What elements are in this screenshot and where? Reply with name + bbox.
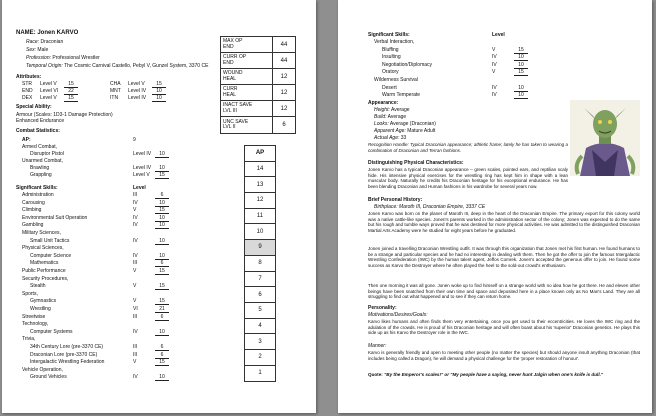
stat-label-line: UNC SAVE bbox=[223, 118, 249, 125]
skill-value: 10 bbox=[155, 329, 169, 336]
ap-track-cell: 5 bbox=[245, 303, 275, 319]
skill-value: 10 bbox=[155, 222, 169, 229]
skill-value: 10 bbox=[155, 151, 169, 158]
motivations-label: Motivations/Desires/Goals: bbox=[368, 312, 428, 318]
attribute-level: Level V bbox=[40, 81, 57, 87]
skill-name: Carousing bbox=[22, 199, 45, 206]
bio-label: Profession: bbox=[26, 55, 52, 61]
skill-value: 6 bbox=[155, 352, 169, 359]
skill-name: Wilderness Survival bbox=[374, 77, 418, 83]
attribute-name: MNT bbox=[110, 88, 121, 94]
skill-value: 15 bbox=[155, 283, 169, 290]
stat-row bbox=[221, 37, 295, 53]
combat-heading: Combat Statistics: bbox=[16, 128, 60, 134]
stat-row bbox=[221, 53, 295, 69]
skill-name: Grappling bbox=[30, 172, 52, 178]
ap-track-cell: 4 bbox=[245, 319, 275, 335]
stat-value: 12 bbox=[280, 105, 288, 112]
stat-label-line: LVL II bbox=[223, 124, 236, 130]
skill-name: Military Sciences, bbox=[22, 230, 61, 236]
stat-label-line: MAX OP bbox=[223, 38, 243, 44]
appearance-key: Apparent Age: bbox=[374, 128, 406, 134]
skill-value: 10 bbox=[155, 200, 169, 207]
stat-value: 44 bbox=[280, 57, 288, 64]
attribute-name: CHA bbox=[110, 81, 121, 87]
stat-label-line: WOUND bbox=[223, 70, 243, 76]
skill-level: V bbox=[492, 69, 496, 76]
recognition-handle: Recognition Handle: Typical Draconian appearance; athletic frame; lately he has taken to wearing a combination of Draconian and Terran fashions. bbox=[368, 142, 568, 153]
skill-name: Vehicle Operation, bbox=[22, 366, 63, 373]
appearance-heading: Appearance: bbox=[368, 100, 399, 106]
skill-value: 10 bbox=[155, 165, 169, 172]
stat-row bbox=[221, 101, 295, 117]
ap-track-cell: 14 bbox=[245, 162, 275, 178]
right-page bbox=[338, 0, 652, 413]
attribute-name: END bbox=[22, 88, 33, 94]
bio-label: Race: bbox=[26, 39, 40, 45]
skill-name: Unarmed Combat, bbox=[22, 158, 63, 164]
skill-name: Mathematics bbox=[30, 260, 59, 267]
attribute-level: Level IV bbox=[128, 88, 147, 94]
draconian-portrait-icon bbox=[570, 100, 640, 176]
stat-label-line: HEAL bbox=[223, 75, 237, 82]
skill-name: Warm Temperate bbox=[382, 92, 421, 99]
skill-name: Draconian Lore (pre-3370 CE) bbox=[30, 351, 98, 358]
bio-label: Temporal Origin: bbox=[26, 63, 63, 69]
ap-label: AP: bbox=[22, 137, 31, 143]
stat-label-line: INACT SAVE bbox=[223, 102, 253, 108]
skill-value: 10 bbox=[514, 85, 528, 92]
skill-level: VI bbox=[133, 306, 138, 312]
stat-value: 12 bbox=[280, 89, 288, 96]
stat-label-line: END bbox=[223, 59, 234, 66]
ap-value: 9 bbox=[133, 137, 136, 143]
skill-level: Level IV bbox=[133, 151, 152, 157]
skill-name: Disruptor Pistol bbox=[30, 151, 64, 157]
skill-level: Level V bbox=[133, 172, 150, 178]
stat-row bbox=[221, 69, 295, 85]
birthplace: Birthplace: Maroth III, Draconian Empire, 3337 CE bbox=[374, 204, 486, 210]
appearance-key: Build: bbox=[374, 114, 387, 120]
appearance-key: Actual Age: bbox=[374, 135, 400, 141]
history-heading: Brief Personal History: bbox=[368, 197, 423, 203]
attribute-value: 22 bbox=[64, 88, 78, 95]
skill-name: Physical Sciences, bbox=[22, 245, 64, 252]
ap-track-cell: 9 bbox=[245, 240, 275, 256]
skill-value: 10 bbox=[155, 253, 169, 260]
skill-name: Streetwise bbox=[22, 313, 46, 320]
skill-value: 10 bbox=[155, 215, 169, 222]
skill-value: 10 bbox=[514, 62, 528, 69]
skill-level: V bbox=[133, 298, 137, 305]
stat-box bbox=[220, 36, 296, 134]
stat-label-line: HEAL bbox=[223, 91, 237, 98]
attribute-value: 15 bbox=[152, 81, 166, 88]
skill-name: Environmental Suit Operation bbox=[22, 214, 88, 221]
skill-value: 21 bbox=[155, 306, 169, 313]
skill-level: IV bbox=[133, 374, 138, 381]
history-paragraph: Then one morning it was all gone. Jonen woke up to find himself on a strange world with no idea how he got there. He and eleven other beings have been snatched from their own time and space and deposited here in a place known only as No Man's Land. They are all struggling to find out what happened and to see if they can return home. bbox=[368, 283, 640, 300]
stat-label bbox=[221, 85, 273, 100]
skill-value: 15 bbox=[155, 172, 169, 179]
bio-line bbox=[26, 55, 100, 61]
skill-name: Trivia, bbox=[22, 336, 36, 343]
appearance-line bbox=[374, 107, 410, 113]
bio-line bbox=[26, 39, 63, 45]
skills-heading: Significant Skills: bbox=[368, 32, 410, 38]
ap-track-header: AP bbox=[245, 146, 275, 162]
skill-level: III bbox=[133, 192, 138, 198]
skill-name: Computer Science bbox=[30, 252, 72, 259]
skill-value: 15 bbox=[155, 359, 169, 366]
level-header: Level bbox=[133, 185, 146, 191]
ap-track-cell: 12 bbox=[245, 193, 275, 209]
skill-level: V bbox=[133, 359, 137, 366]
skill-value: 15 bbox=[155, 268, 169, 275]
stat-label-line: LVL III bbox=[223, 107, 237, 114]
bio-label: Sex: bbox=[26, 47, 37, 53]
skill-name: Wrestling bbox=[30, 306, 51, 312]
skill-value: 15 bbox=[514, 47, 528, 54]
ap-track-cell: 11 bbox=[245, 209, 275, 225]
name-line bbox=[16, 30, 78, 36]
name-label: NAME: bbox=[16, 30, 36, 36]
skill-name: Armed Combat, bbox=[22, 144, 58, 150]
ap-track-cell: 2 bbox=[245, 350, 275, 366]
ap-track-cell: 6 bbox=[245, 287, 275, 303]
skill-level: V bbox=[133, 283, 137, 290]
attribute-level: Level VI bbox=[40, 88, 59, 94]
stat-row bbox=[221, 117, 295, 133]
skill-name: Oratory bbox=[382, 69, 399, 76]
quote-line bbox=[368, 372, 603, 378]
skill-level: V bbox=[133, 207, 137, 214]
appearance-value: Average bbox=[387, 114, 407, 120]
quote-label: Quote: bbox=[368, 372, 383, 377]
history-paragraph: Jonen joined a travelling Draconian Wrestling outfit. It was through this organization that Jonen met his first human. He found humans to be a strange and particular species and he had no interesting in dealing with them. Then he got the offer to join the famous Intergalactic Wrestling Confederation (IWC) by the human talent agent, Jeffos Comrek. Jonen's accepted the generous offer to join. He found some success as Karvo the Destroyer where he often played the heel to the sold-out crowd's enthusiasm. bbox=[368, 246, 640, 269]
skill-value: 6 bbox=[155, 192, 169, 199]
attribute-value: 10 bbox=[152, 95, 166, 102]
skill-name: Negotiation/Diplomacy bbox=[382, 61, 433, 68]
skill-name: Computer Systems bbox=[30, 328, 73, 335]
ap-track bbox=[244, 145, 276, 382]
left-page bbox=[2, 0, 316, 413]
attribute-name: ITN bbox=[110, 95, 119, 101]
motivations-text: Karvo likes humans and often finds them very entertaining, once you get used to their eccentricities. He loves the IWC ring and the adulation of the crowds. He is proud of his Draconian heritage and will often boast about his 'superior' Draconian genetics. He plays this side up as his Karvo the Destroyer role in the IWC. bbox=[368, 319, 640, 336]
skill-level: IV bbox=[492, 84, 497, 91]
ap-track-cell: 10 bbox=[245, 224, 275, 240]
stat-row bbox=[221, 85, 295, 101]
bio-value: The Cosmic Carnival Castello, Pebyl V, Gunzel System, 3370 CE bbox=[64, 63, 209, 69]
appearance-line bbox=[374, 128, 435, 134]
skill-name: Small Unit Tactics bbox=[30, 237, 70, 244]
skill-level: IV bbox=[133, 328, 138, 335]
skill-value: 6 bbox=[155, 260, 169, 267]
skill-level: Level IV bbox=[133, 165, 152, 171]
attribute-name: STR bbox=[22, 81, 32, 87]
appearance-value: Average bbox=[390, 107, 410, 113]
skill-level: III bbox=[133, 260, 138, 267]
quote-text: "By the Emperor's scales!" or "My people have a saying, never hunt Jalgin when one's knife is dull." bbox=[384, 372, 604, 377]
skill-level: IV bbox=[492, 61, 497, 68]
skill-name: Intergalactic Wrestling Federation bbox=[30, 359, 105, 366]
stat-label bbox=[221, 53, 273, 68]
personality-heading: Personality: bbox=[368, 305, 397, 311]
skill-name: Bluffing bbox=[382, 46, 399, 53]
skill-level: IV bbox=[133, 222, 138, 229]
skill-name: Sports, bbox=[22, 290, 38, 297]
skill-level: III bbox=[133, 351, 138, 358]
attribute-level: Level V bbox=[128, 81, 145, 87]
stat-label bbox=[221, 69, 273, 84]
attribute-name: DEX bbox=[22, 95, 33, 101]
ap-track-cell: 7 bbox=[245, 272, 275, 288]
skill-level: IV bbox=[133, 252, 138, 259]
stat-label bbox=[221, 117, 273, 133]
appearance-line bbox=[374, 135, 406, 141]
appearance-value: Average (Draconian) bbox=[389, 121, 436, 127]
manner-text: Karvo is generally friendly and open to meeting other people (no matter the species) but should anyone insult anything Draconian (that includes being called a Dragon), he will demand a physical challenge for the 'proper restoration of honour'. bbox=[368, 350, 640, 361]
skill-value: 15 bbox=[155, 298, 169, 305]
skill-name: Brawling bbox=[30, 165, 50, 171]
special-ability-line: Enhanced Endurance bbox=[16, 118, 65, 124]
skill-level: IV bbox=[133, 214, 138, 221]
skill-name: Climbing bbox=[22, 207, 42, 214]
skill-name: Ground Vehicles bbox=[30, 374, 67, 381]
ap-track-cell: 1 bbox=[258, 370, 262, 377]
special-ability-heading: Special Ability: bbox=[16, 104, 52, 110]
skill-level: III bbox=[133, 313, 138, 320]
appearance-line bbox=[374, 114, 406, 120]
appearance-key: Looks: bbox=[374, 121, 389, 127]
skill-level: V bbox=[492, 46, 496, 53]
skill-level: IV bbox=[492, 54, 497, 61]
distinguishing-text: Jonen Karvo has a typical Draconian appearance – green scales, pointed ears, and reptilian scaly hide. His intensive physical exercises for the wrestling ring has kept him in shape with a lean muscular body. Naturally he credits his Draconian heritage for his exceptional endurance. He has been blending Draconian and Human fashions in his wardrobe for several years now. bbox=[368, 167, 568, 190]
manner-label: Manner: bbox=[368, 343, 387, 349]
attributes-heading: Attributes: bbox=[16, 74, 42, 80]
stat-label bbox=[221, 37, 273, 52]
skill-value: 6 bbox=[155, 344, 169, 351]
skill-value: 10 bbox=[155, 374, 169, 381]
skill-name: Gymnastics bbox=[30, 298, 57, 305]
skill-level: IV bbox=[492, 92, 497, 99]
skill-name: Desert bbox=[382, 84, 397, 91]
skill-value: 10 bbox=[514, 54, 528, 61]
bio-line bbox=[26, 63, 208, 69]
ap-track-cell: 8 bbox=[245, 256, 275, 272]
stat-label bbox=[221, 101, 273, 116]
appearance-value: Mature Adult bbox=[407, 128, 436, 134]
skill-name: Insulting bbox=[382, 54, 401, 61]
bio-value: Draconian bbox=[40, 39, 64, 45]
skill-value: 10 bbox=[155, 238, 169, 245]
stat-label-line: CURR OP bbox=[223, 54, 247, 60]
level-header: Level bbox=[492, 32, 505, 38]
skills-heading: Significant Skills: bbox=[16, 185, 58, 191]
bio-value: Male bbox=[37, 47, 49, 53]
ap-track-cell: 13 bbox=[245, 177, 275, 193]
skill-name: Verbal Interaction, bbox=[374, 39, 415, 45]
skill-name: Technology, bbox=[22, 321, 49, 328]
skill-name: Gambling bbox=[22, 222, 44, 229]
skill-name: Security Procedures, bbox=[22, 275, 69, 282]
stat-value: 44 bbox=[280, 41, 288, 48]
special-ability-line: Armour (Scales: 1D3-1 Damage Protection) bbox=[16, 112, 113, 118]
skill-level: IV bbox=[133, 199, 138, 206]
skill-name: 34th Century Lore (pre-3370 CE) bbox=[30, 344, 104, 350]
stat-value: 6 bbox=[282, 122, 286, 128]
attribute-level: Level IV bbox=[128, 95, 147, 101]
skill-value: 15 bbox=[155, 207, 169, 214]
skill-level: IV bbox=[133, 237, 138, 244]
skill-level: V bbox=[133, 268, 137, 274]
attribute-value: 10 bbox=[152, 88, 166, 95]
ap-track-cell: 3 bbox=[245, 334, 275, 350]
attribute-value: 15 bbox=[64, 81, 78, 88]
history-paragraph: Jonen Karvo was born on the planet of Maroth III, deep in the heart of the Draconian Empire. The primary export for this colony world was a native cattle-like species. Jonen's parents worked in the administration sector of the colony; Jonen was expected to do the same but his rough and tumble ways proved that he was destined for more physical activities. He was admitted to the distinguished Draconian Martial Arts Academy were he studied for eight years before he graduated. bbox=[368, 211, 640, 234]
stat-label-line: END bbox=[223, 43, 234, 50]
character-name: Jonen KARVO bbox=[37, 30, 79, 36]
skill-value: 6 bbox=[155, 314, 169, 321]
attribute-level: Level V bbox=[40, 95, 57, 101]
appearance-line bbox=[374, 121, 436, 127]
distinguishing-heading: Distinguishing Physical Characteristics: bbox=[368, 160, 464, 166]
skill-name: Stealth bbox=[30, 283, 46, 290]
skill-value: 10 bbox=[514, 92, 528, 99]
skill-name: Public Performance bbox=[22, 268, 66, 274]
appearance-key: Height: bbox=[374, 107, 390, 113]
stat-value: 12 bbox=[280, 73, 288, 80]
skill-value: 15 bbox=[514, 69, 528, 76]
attribute-value: 15 bbox=[64, 95, 78, 102]
bio-value: Professional Wrestler bbox=[52, 55, 100, 61]
bio-line bbox=[26, 47, 48, 53]
stat-label-line: CURR bbox=[223, 86, 238, 92]
appearance-value: 33 bbox=[400, 135, 407, 141]
skill-level: III bbox=[133, 344, 138, 350]
skill-name: Administration bbox=[22, 192, 54, 198]
